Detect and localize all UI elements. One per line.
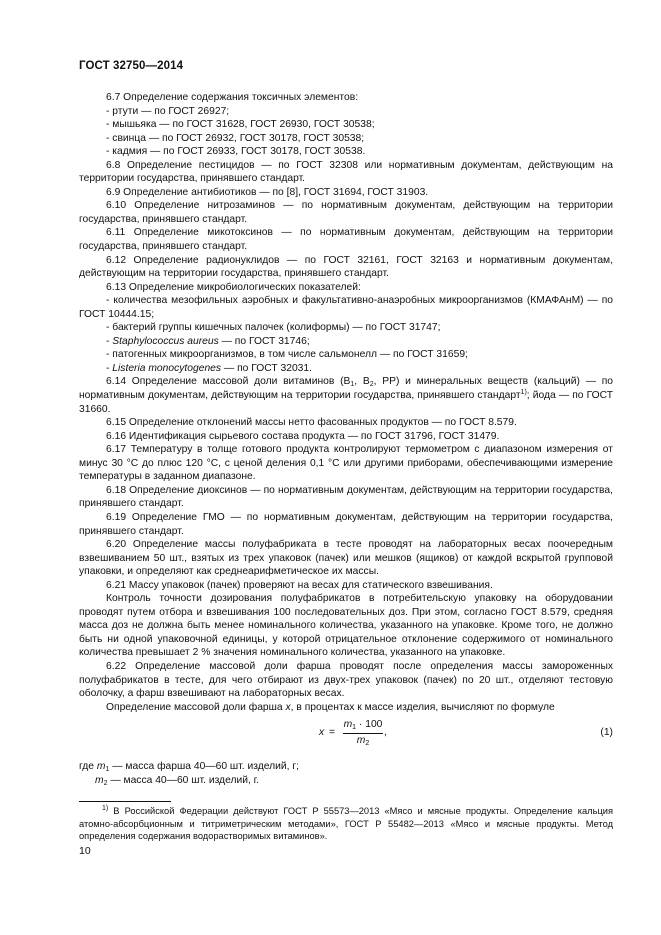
list-item: - кадмия — по ГОСТ 26933, ГОСТ 30178, ГОСТ 30538. xyxy=(106,146,366,158)
list-dash: - xyxy=(106,335,113,347)
where-text: — масса 40—60 шт. изделий, г. xyxy=(107,774,260,786)
where-text: — масса фарша 40—60 шт. изделий, г; xyxy=(109,761,299,773)
text-run: , В xyxy=(354,376,370,388)
section-6-19: 6.19 Определение ГМО — по нормативным документам, действующим на территории государства, принявшего стандарт. xyxy=(79,511,613,537)
section-6-14 xyxy=(79,375,613,416)
section-6-16: 6.16 Идентификация сырьевого состава продукта — по ГОСТ 31796, ГОСТ 31479. xyxy=(106,430,500,442)
subscript: 1 xyxy=(350,381,355,389)
formula-comma: , xyxy=(384,727,387,739)
section-6-17: 6.17 Температуру в толще готового продукта контролируют термометром с диапазоном измерения от минус 30 °С до плюс 120 °С, с ценой деления 0,1 °С или другими приборами, обеспечивающими измерение температуры в заданном диапазоне. xyxy=(79,444,613,483)
list-item: - патогенных микроорганизмов, в том числе сальмонелл — по ГОСТ 31659; xyxy=(106,349,468,361)
list-dash: - xyxy=(106,362,113,374)
list-item: - свинца — по ГОСТ 26932, ГОСТ 30178, ГОСТ 30538; xyxy=(106,132,365,144)
list-item: - количества мезофильных аэробных и факультативно-анаэробных микроорганизмов (КМАФАнМ) — по ГОСТ 10444.15; xyxy=(79,295,613,320)
where-label: где xyxy=(79,761,97,773)
variable: m xyxy=(95,774,104,786)
text-run: , в процентах к массе изделия, вычисляют по формуле xyxy=(290,701,555,713)
section-6-8: 6.8 Определение пестицидов — по ГОСТ 32308 или нормативным документам, действующим на территории государства, принявшего стандарт. xyxy=(79,159,613,185)
formula-equals: = xyxy=(329,727,336,739)
variable: m xyxy=(343,719,353,731)
section-6-9: 6.9 Определение антибиотиков — по [8], ГОСТ 31694, ГОСТ 31903. xyxy=(106,186,429,198)
text-run: , РР) и минеральных веществ (кальций) — по нормативным документам, действующим на территории государства, принявшего стандарт xyxy=(79,376,614,402)
document-body xyxy=(79,91,613,787)
section-6-15: 6.15 Определение отклонений массы нетто фасованных продуктов — по ГОСТ 8.579. xyxy=(106,417,517,429)
footnote xyxy=(79,805,613,843)
subscript: 1 xyxy=(352,724,357,732)
footnote-ref[interactable]: 1) xyxy=(520,389,527,397)
subscript: 1 xyxy=(105,766,110,774)
paragraph xyxy=(79,701,613,715)
organism-name: Staphylococcus aureus xyxy=(112,335,219,347)
standard-header: ГОСТ 32750—2014 xyxy=(79,60,184,72)
formula-lhs: x xyxy=(319,727,325,739)
list-item: - мышьяка — по ГОСТ 31628, ГОСТ 26930, ГОСТ 30538; xyxy=(106,119,375,131)
text-run: Определение массовой доли фарша xyxy=(106,701,286,713)
page-number: 10 xyxy=(79,845,91,857)
footnote-mark: 1) xyxy=(102,805,109,812)
section-6-18: 6.18 Определение диоксинов — по нормативным документам, действующим на территории государства, принявшего стандарт. xyxy=(79,484,613,510)
list-item xyxy=(79,362,613,376)
subscript: 2 xyxy=(103,779,108,787)
section-6-20: 6.20 Определение массы полуфабриката в тесте проводят на лабораторных весах поочередным взвешиванием 50 шт., взятых из трех упаковок (пачек) или мешков (ящиков) от каждой вскрытой групповой упаковки, и определяют как среднеарифметическое их массы. xyxy=(79,539,613,578)
numerator-rest: · 100 xyxy=(356,719,383,731)
list-item xyxy=(79,335,613,349)
formula-number: (1) xyxy=(600,727,613,739)
variable: m xyxy=(356,734,366,746)
section-6-21: 6.21 Массу упаковок (пачек) проверяют на весах для статического взвешивания. xyxy=(106,579,493,591)
formula-numerator xyxy=(343,718,383,734)
subscript: 2 xyxy=(365,739,370,747)
where-line-1 xyxy=(79,760,613,774)
variable: m xyxy=(96,761,106,773)
footnote-text: В Российской Федерации действуют ГОСТ Р 55573—2013 «Мясо и мясные продукты. Определение кальция атомно-абсорбционным и титриметрическим методами», ГОСТ Р 55482—2013 «Мясо и мясные продукты. Метод определения содержания водорастворимых витаминов». xyxy=(79,806,613,842)
section-6-22: 6.22 Определение массовой доли фарша проводят после определения массы замороженных полуфабрикатов в тесте, для чего отбирают из двух-трех упаковок (пачек) по 20 шт., отделяют тестовую оболочку, а фарш взвешивают на лабораторных весах. xyxy=(79,660,613,700)
list-item-text: — по ГОСТ 31746; xyxy=(218,335,310,347)
list-item-text: — по ГОСТ 32031. xyxy=(221,362,312,374)
section-6-13: 6.13 Определение микробиологических показателей: xyxy=(106,281,361,293)
section-6-11: 6.11 Определение микотоксинов — по нормативным документам, действующим на территории государства, принявшего стандарт. xyxy=(79,227,613,253)
subscript: 2 xyxy=(369,381,374,389)
footnote-divider xyxy=(79,801,171,802)
paragraph: Контроль точности дозирования полуфабрикатов в потребительскую упаковку на оборудовании проводят путем отбора и взвешивания 100 последовательных доз. При этом, согласно ГОСТ 8.579, средняя масса доз не должна быть менее номинального количества, указанного на упаковке. Кроме того, не должно быть ни одной упаковочной единицы, у которой отрицательное отклонение содержимого от номинального количества превышает 2 % значения номинального количества, указанного на упаковке. xyxy=(79,593,613,659)
list-item: - ртути — по ГОСТ 26927; xyxy=(106,105,230,117)
section-6-7: 6.7 Определение содержания токсичных элементов: xyxy=(106,92,359,103)
text-run: ; йода — по ГОСТ 31660. xyxy=(79,390,614,415)
organism-name: Listeria monocytogenes xyxy=(112,362,222,374)
formula-fraction xyxy=(343,718,383,747)
list-item: - бактерий группы кишечных палочек (колиформы) — по ГОСТ 31747; xyxy=(106,322,441,334)
text-run: 6.14 Определение массовой доли витаминов (В xyxy=(106,376,351,388)
formula-denominator xyxy=(343,734,383,748)
formula-1 xyxy=(79,718,613,758)
section-6-12: 6.12 Определение радионуклидов — по ГОСТ 32161, ГОСТ 32163 и нормативным документам, действующим на территории государства, принявшего стандарт. xyxy=(79,254,613,280)
section-6-10: 6.10 Определение нитрозаминов — по нормативным документам, действующим на территории государства, принявшего стандарт. xyxy=(79,200,613,225)
where-line-2 xyxy=(79,774,613,788)
variable: x xyxy=(285,701,291,713)
